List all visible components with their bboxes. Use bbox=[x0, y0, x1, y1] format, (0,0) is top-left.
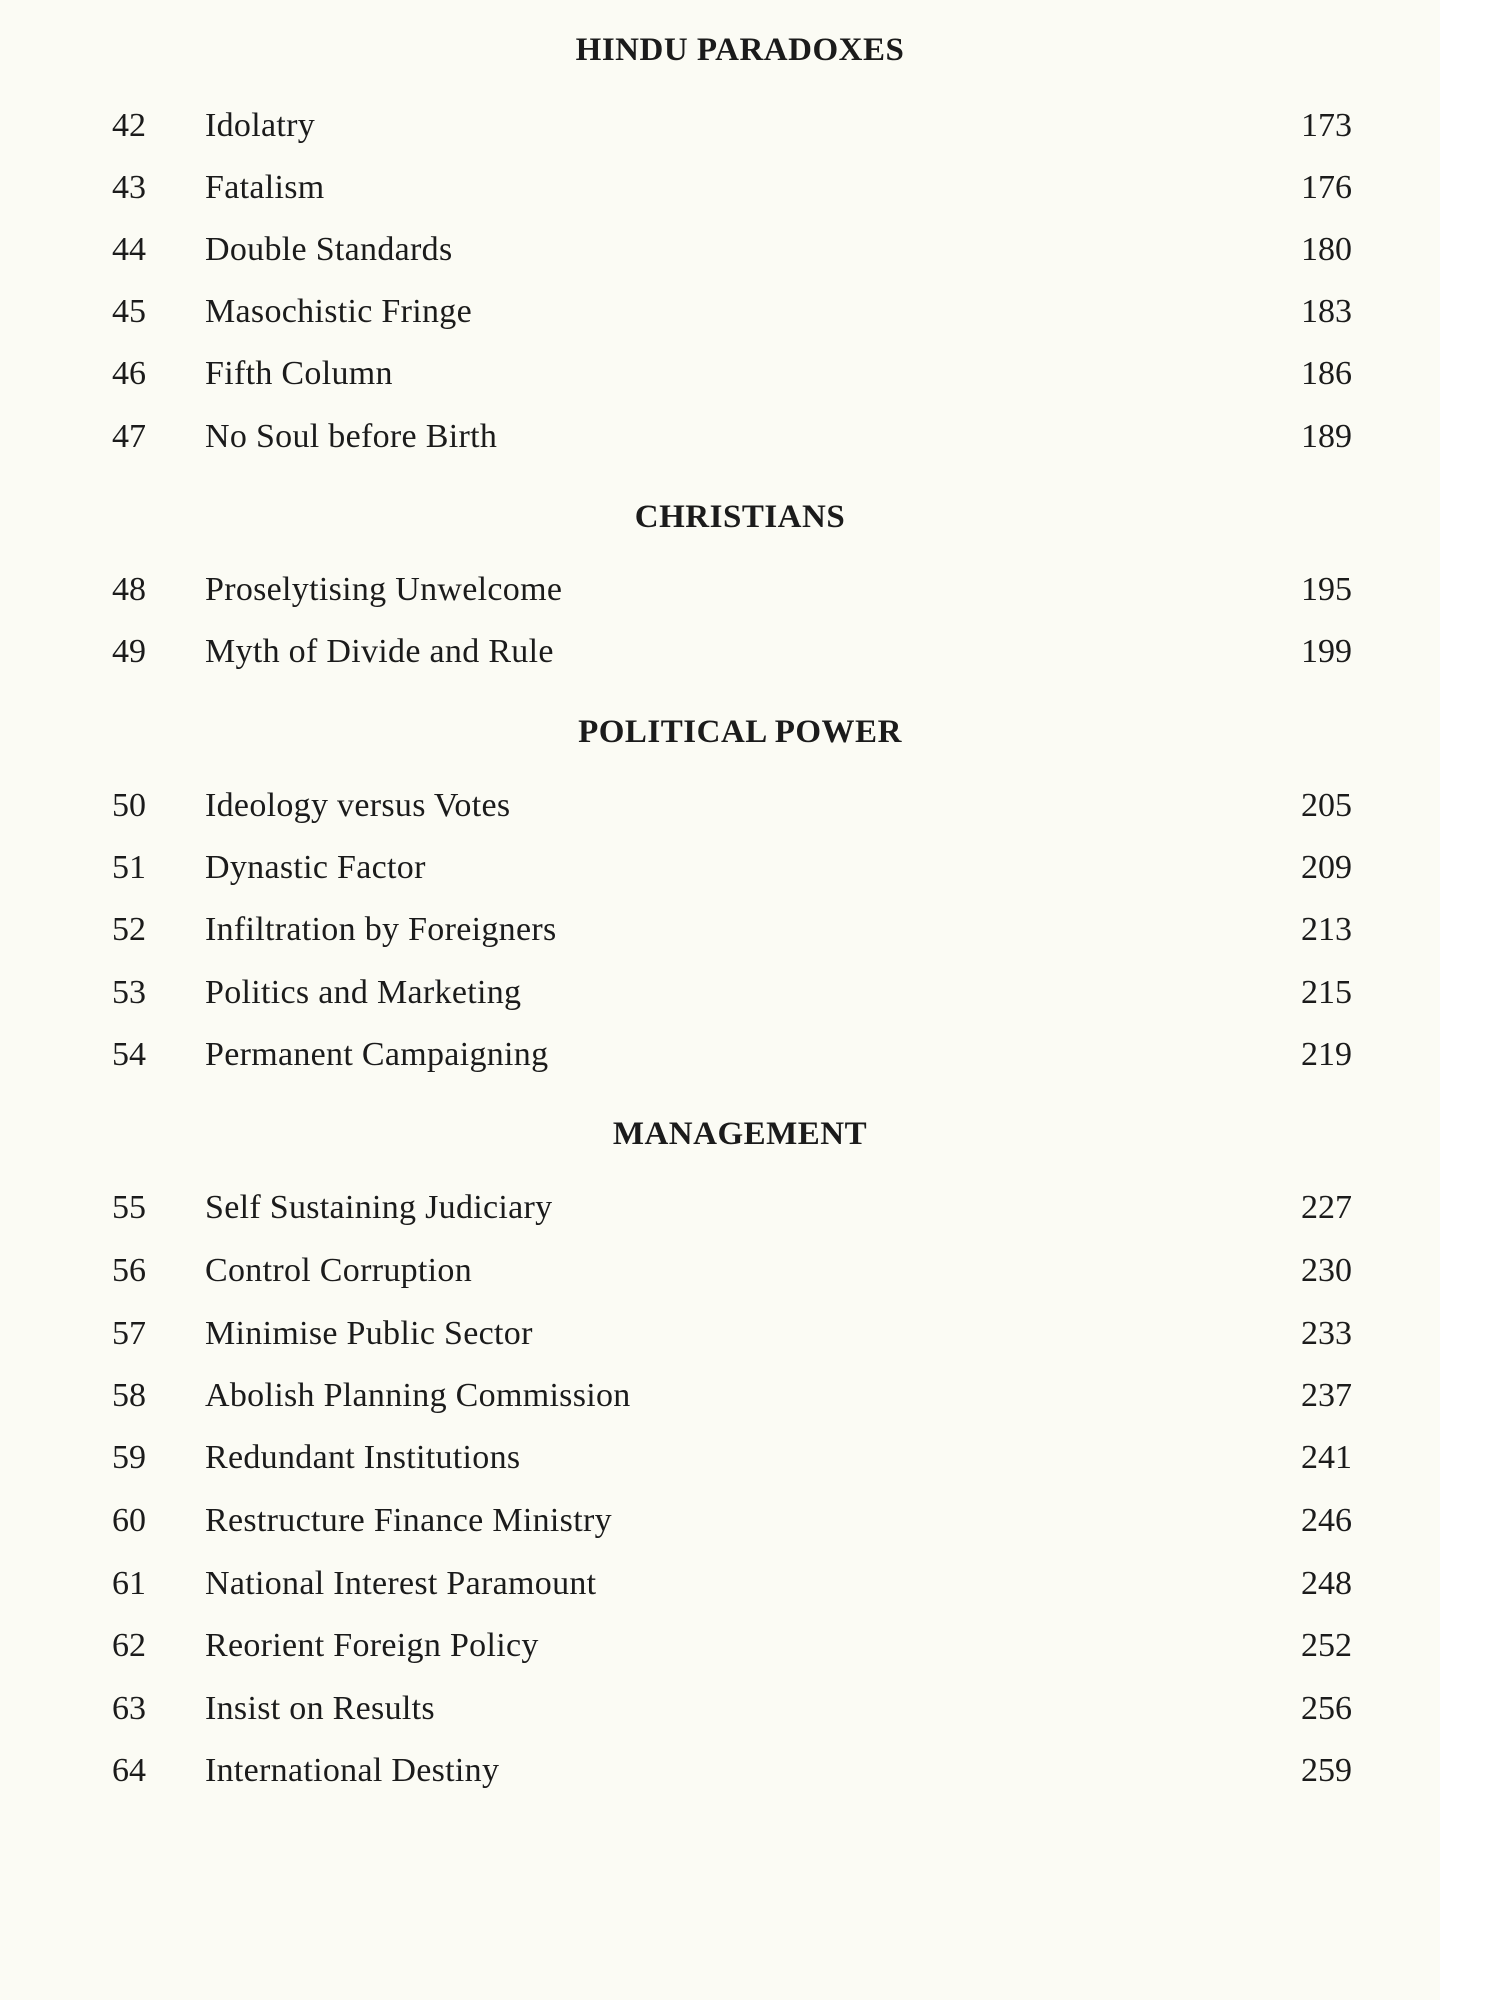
page-number: 233 bbox=[1301, 1315, 1352, 1352]
chapter-title: Permanent Campaigning bbox=[205, 1036, 549, 1073]
toc-entry bbox=[0, 290, 1440, 334]
chapter-number: 48 bbox=[112, 571, 146, 608]
chapter-number: 42 bbox=[112, 107, 146, 144]
chapter-number: 46 bbox=[112, 355, 146, 392]
toc-entry bbox=[0, 1436, 1440, 1480]
chapter-number: 57 bbox=[112, 1315, 146, 1352]
chapter-title: Control Corruption bbox=[205, 1252, 473, 1289]
chapter-number: 49 bbox=[112, 633, 146, 670]
toc-entry bbox=[0, 1624, 1440, 1668]
page-number: 199 bbox=[1301, 633, 1352, 670]
chapter-number: 60 bbox=[112, 1502, 146, 1539]
toc-entry bbox=[0, 1687, 1440, 1731]
toc-entry bbox=[0, 1186, 1440, 1230]
page-number: 246 bbox=[1301, 1502, 1352, 1539]
chapter-number: 64 bbox=[112, 1752, 146, 1789]
chapter-title: Idolatry bbox=[205, 107, 316, 144]
page-number: 205 bbox=[1301, 787, 1352, 824]
chapter-number: 50 bbox=[112, 787, 146, 824]
chapter-title: Politics and Marketing bbox=[205, 974, 522, 1011]
chapter-title: Abolish Planning Commission bbox=[205, 1377, 631, 1414]
chapter-title: Double Standards bbox=[205, 231, 453, 268]
toc-entry bbox=[0, 1562, 1440, 1606]
toc-entry bbox=[0, 568, 1440, 612]
chapter-title: Dynastic Factor bbox=[205, 849, 426, 886]
section-heading: MANAGEMENT bbox=[612, 1116, 868, 1152]
page-number: 248 bbox=[1301, 1565, 1352, 1602]
page-number: 176 bbox=[1301, 169, 1352, 206]
toc-entry bbox=[0, 166, 1440, 210]
toc-entry bbox=[0, 228, 1440, 272]
chapter-number: 45 bbox=[112, 293, 146, 330]
toc-entry bbox=[0, 352, 1440, 396]
chapter-title: Fatalism bbox=[205, 169, 325, 206]
chapter-number: 58 bbox=[112, 1377, 146, 1414]
chapter-title: Fifth Column bbox=[205, 355, 393, 392]
chapter-title: Masochistic Fringe bbox=[205, 293, 472, 330]
toc-entry bbox=[0, 104, 1440, 148]
page-number: 213 bbox=[1301, 911, 1352, 948]
page-number: 256 bbox=[1301, 1690, 1352, 1727]
page-number: 259 bbox=[1301, 1752, 1352, 1789]
chapter-title: Ideology versus Votes bbox=[205, 787, 511, 824]
chapter-title: Minimise Public Sector bbox=[205, 1315, 533, 1352]
toc-entry bbox=[0, 630, 1440, 674]
toc-entry bbox=[0, 1249, 1440, 1293]
chapter-number: 43 bbox=[112, 169, 146, 206]
section-heading: HINDU PARADOXES bbox=[575, 32, 905, 68]
chapter-number: 56 bbox=[112, 1252, 146, 1289]
page-number: 209 bbox=[1301, 849, 1352, 886]
chapter-title: International Destiny bbox=[205, 1752, 500, 1789]
page-number: 252 bbox=[1301, 1627, 1352, 1664]
chapter-number: 63 bbox=[112, 1690, 146, 1727]
chapter-title: National Interest Paramount bbox=[205, 1565, 597, 1602]
section-heading: POLITICAL POWER bbox=[578, 714, 902, 750]
chapter-title: Myth of Divide and Rule bbox=[205, 633, 554, 670]
page-number: 241 bbox=[1301, 1439, 1352, 1476]
chapter-title: Infiltration by Foreigners bbox=[205, 911, 557, 948]
toc-entry bbox=[0, 1033, 1440, 1077]
chapter-number: 44 bbox=[112, 231, 146, 268]
page-number: 219 bbox=[1301, 1036, 1352, 1073]
chapter-number: 52 bbox=[112, 911, 146, 948]
page-number: 180 bbox=[1301, 231, 1352, 268]
page-number: 237 bbox=[1301, 1377, 1352, 1414]
toc-entry bbox=[0, 846, 1440, 890]
chapter-number: 59 bbox=[112, 1439, 146, 1476]
chapter-title: No Soul before Birth bbox=[205, 418, 498, 455]
toc-entry bbox=[0, 1499, 1440, 1543]
chapter-number: 62 bbox=[112, 1627, 146, 1664]
chapter-title: Reorient Foreign Policy bbox=[205, 1627, 539, 1664]
chapter-title: Redundant Institutions bbox=[205, 1439, 521, 1476]
toc-entry bbox=[0, 971, 1440, 1015]
chapter-number: 55 bbox=[112, 1189, 146, 1226]
page-number: 195 bbox=[1301, 571, 1352, 608]
toc-entry bbox=[0, 1749, 1440, 1793]
chapter-number: 47 bbox=[112, 418, 146, 455]
toc-entry bbox=[0, 908, 1440, 952]
chapter-title: Self Sustaining Judiciary bbox=[205, 1189, 553, 1226]
chapter-number: 51 bbox=[112, 849, 146, 886]
toc-entry bbox=[0, 1374, 1440, 1418]
page-number: 230 bbox=[1301, 1252, 1352, 1289]
page-number: 183 bbox=[1301, 293, 1352, 330]
section-heading: CHRISTIANS bbox=[634, 499, 846, 535]
chapter-number: 61 bbox=[112, 1565, 146, 1602]
page-number: 186 bbox=[1301, 355, 1352, 392]
page-number: 173 bbox=[1301, 107, 1352, 144]
toc-entry bbox=[0, 1312, 1440, 1356]
toc-entry bbox=[0, 415, 1440, 459]
page-number: 189 bbox=[1301, 418, 1352, 455]
chapter-title: Insist on Results bbox=[205, 1690, 435, 1727]
chapter-title: Restructure Finance Ministry bbox=[205, 1502, 612, 1539]
page-number: 227 bbox=[1301, 1189, 1352, 1226]
toc-entry bbox=[0, 784, 1440, 828]
page-number: 215 bbox=[1301, 974, 1352, 1011]
chapter-number: 53 bbox=[112, 974, 146, 1011]
chapter-title: Proselytising Unwelcome bbox=[205, 571, 563, 608]
chapter-number: 54 bbox=[112, 1036, 146, 1073]
